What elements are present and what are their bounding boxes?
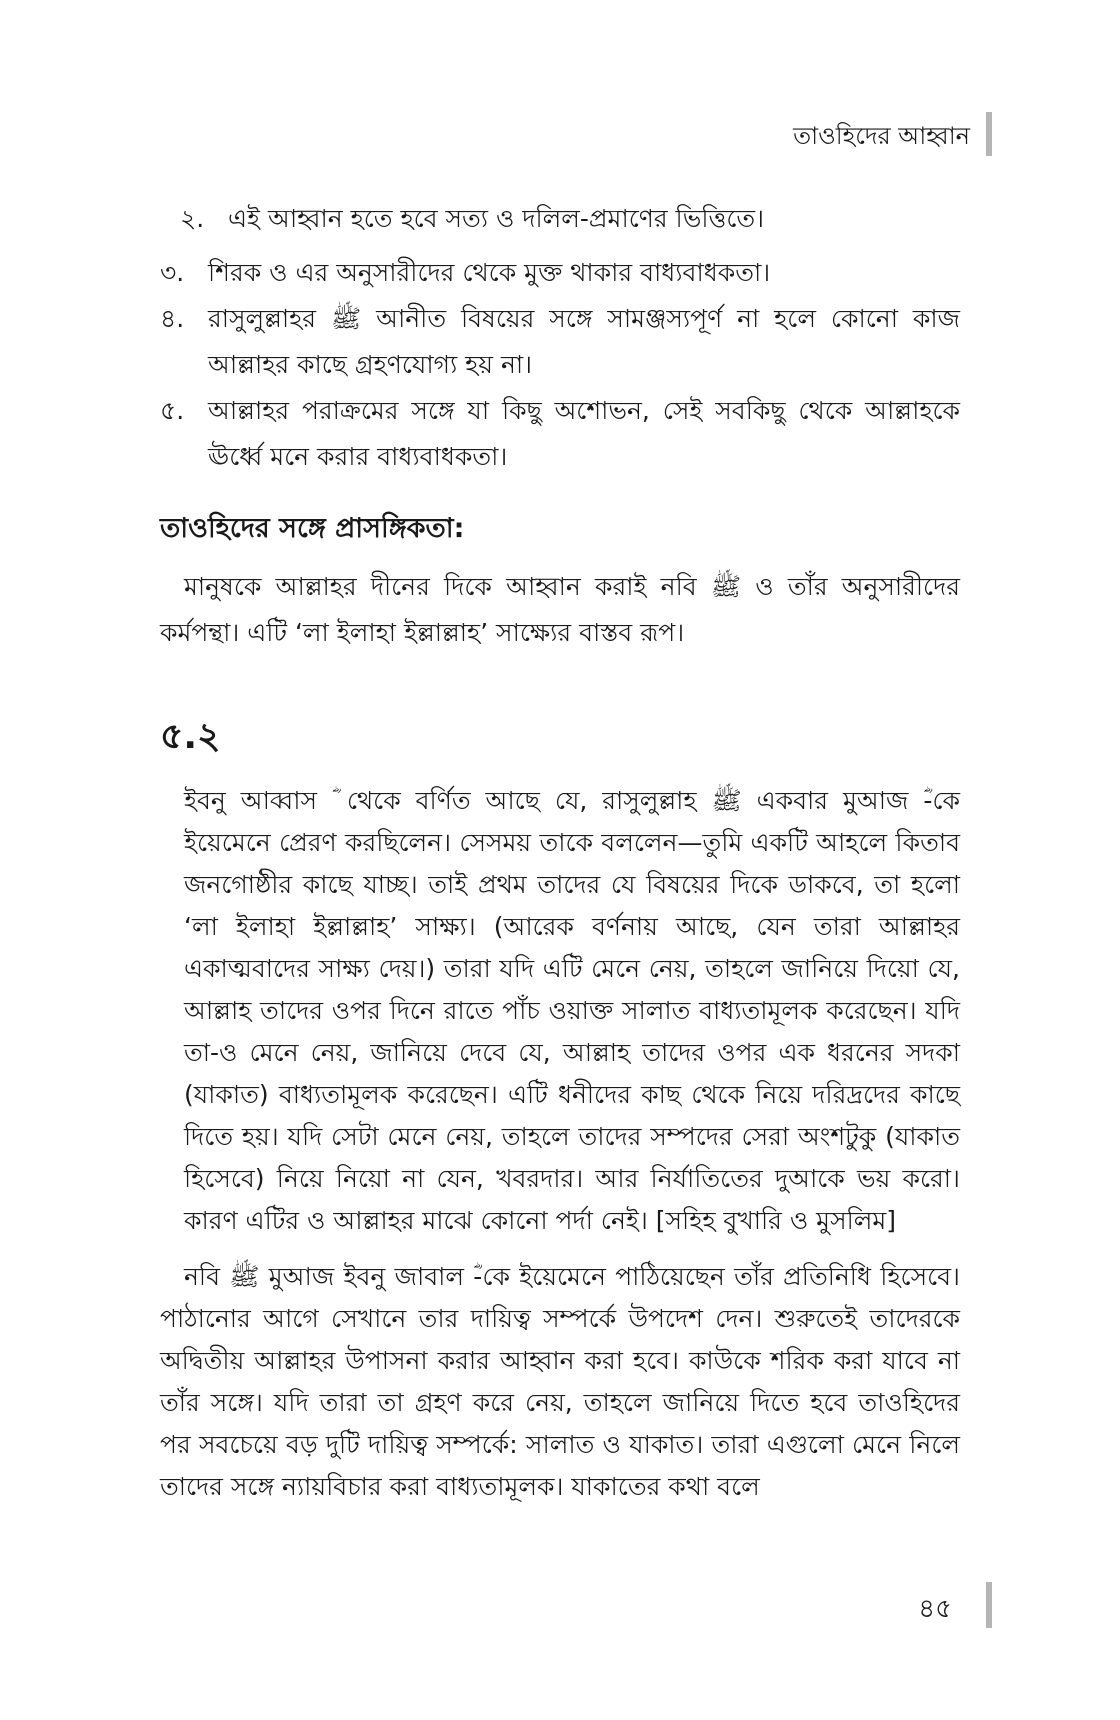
list-item-number: ৩. <box>160 258 185 287</box>
running-header: তাওহিদের আহ্বান <box>793 122 970 150</box>
list-item <box>160 196 960 242</box>
explanation-paragraph: নবি ﷺ মুআজ ইবনু জাবাল ؓ-কে ইয়েমেনে পাঠিয়েছেন তাঁর প্রতিনিধি হিসেবে। পাঠানোর আগে সেখানে তার দায়িত্ব সম্পর্কে উপদেশ দেন। শুরুতেই তাদেরকে অদ্বিতীয় আল্লাহর উপাসনা করার আহ্বান করা হবে। কাউকে শরিক করা যাবে না তাঁর সঙ্গে। যদি তারা তা গ্রহণ করে নেয়, তাহলে জানিয়ে দিতে হবে তাওহিদের পর সবচেয়ে বড় দুটি দায়িত্ব সম্পর্কে: সালাত ও যাকাত। তারা এগুলো মেনে নিলে তাদের সঙ্গে ন্যায়বিচার করা বাধ্যতামূলক। যাকাতের কথা বলে <box>160 1262 960 1501</box>
list-item-text: এই আহ্বান হতে হবে সত্য ও দলিল-প্রমাণের ভিত্তিতে। <box>228 204 765 233</box>
page-content <box>160 196 960 1508</box>
footer-rule <box>986 1582 992 1628</box>
relevance-heading: তাওহিদের সঙ্গে প্রাসঙ্গিকতা: <box>160 513 465 544</box>
numbered-list <box>160 196 960 480</box>
list-item-text: রাসুলুল্লাহর ﷺ আনীত বিষয়ের সঙ্গে সামঞ্জস্যপূর্ণ না হলে কোনো কাজ আল্লাহর কাছে গ্রহণযোগ্য হয় না। <box>208 304 960 379</box>
list-item-number: ৪. <box>160 304 185 333</box>
list-item-number: ২. <box>180 204 205 233</box>
hadith-text: ইবনু আব্বাস ؓ থেকে বর্ণিত আছে যে, রাসুলুল্লাহ ﷺ একবার মুআজ ؓ-কে ইয়েমেনে প্রেরণ করছিলেন। সেসময় তাকে বললেন—তুমি একটি আহলে কিতাব জনগোষ্ঠীর কাছে যাচ্ছ। তাই প্রথম তাদের যে বিষয়ের দিকে ডাকবে, তা হলো ‘লা ইলাহা ইল্লাল্লাহ’ সাক্ষ্য। (আরেক বর্ণনায় আছে, যেন তারা আল্লাহর একাত্মবাদের সাক্ষ্য দেয়।) তারা যদি এটি মেনে নেয়, তাহলে জানিয়ে দিয়ো যে, আল্লাহ তাদের ওপর দিনে রাতে পাঁচ ওয়াক্ত সালাত বাধ্যতামূলক করেছেন। যদি তা-ও মেনে নেয়, জানিয়ে দেবে যে, আল্লাহ তাদের ওপর এক ধরনের সদকা (যাকাত) বাধ্যতামূলক করেছেন। এটি ধনীদের কাছ থেকে নিয়ে দরিদ্রদের কাছে দিতে হয়। যদি সেটা মেনে নেয়, তাহলে তাদের সম্পদের সেরা অংশটুকু (যাকাত হিসেবে) নিয়ে নিয়ো না যেন, খবরদার। আর নির্যাতিতের দুআকে ভয় করো। কারণ এটির ও আল্লাহর মাঝে কোনো পর্দা নেই। [সহিহ বুখারি ও মুসলিম] <box>184 786 960 1235</box>
relevance-paragraph: মানুষকে আল্লাহর দীনের দিকে আহ্বান করাই নবি ﷺ ও তাঁর অনুসারীদের কর্মপন্থা। এটি ‘লা ইলাহা ইল্লাল্লাহ’ সাক্ষ্যের বাস্তব রূপ। <box>160 572 960 647</box>
list-item <box>160 296 960 388</box>
list-item-number: ৫. <box>160 396 185 425</box>
section-number: ৫.২ <box>160 716 221 757</box>
page-number: ৪৫ <box>918 1594 952 1624</box>
list-item-text: শিরক ও এর অনুসারীদের থেকে মুক্ত থাকার বাধ্যবাধকতা। <box>208 258 771 287</box>
list-item <box>160 250 960 296</box>
list-item-text: আল্লাহর পরাক্রমের সঙ্গে যা কিছু অশোভন, সেই সবকিছু থেকে আল্লাহকে ঊর্ধ্বে মনে করার বাধ্যবাধকতা। <box>208 396 960 471</box>
list-item <box>160 388 960 480</box>
header-rule <box>986 112 992 156</box>
